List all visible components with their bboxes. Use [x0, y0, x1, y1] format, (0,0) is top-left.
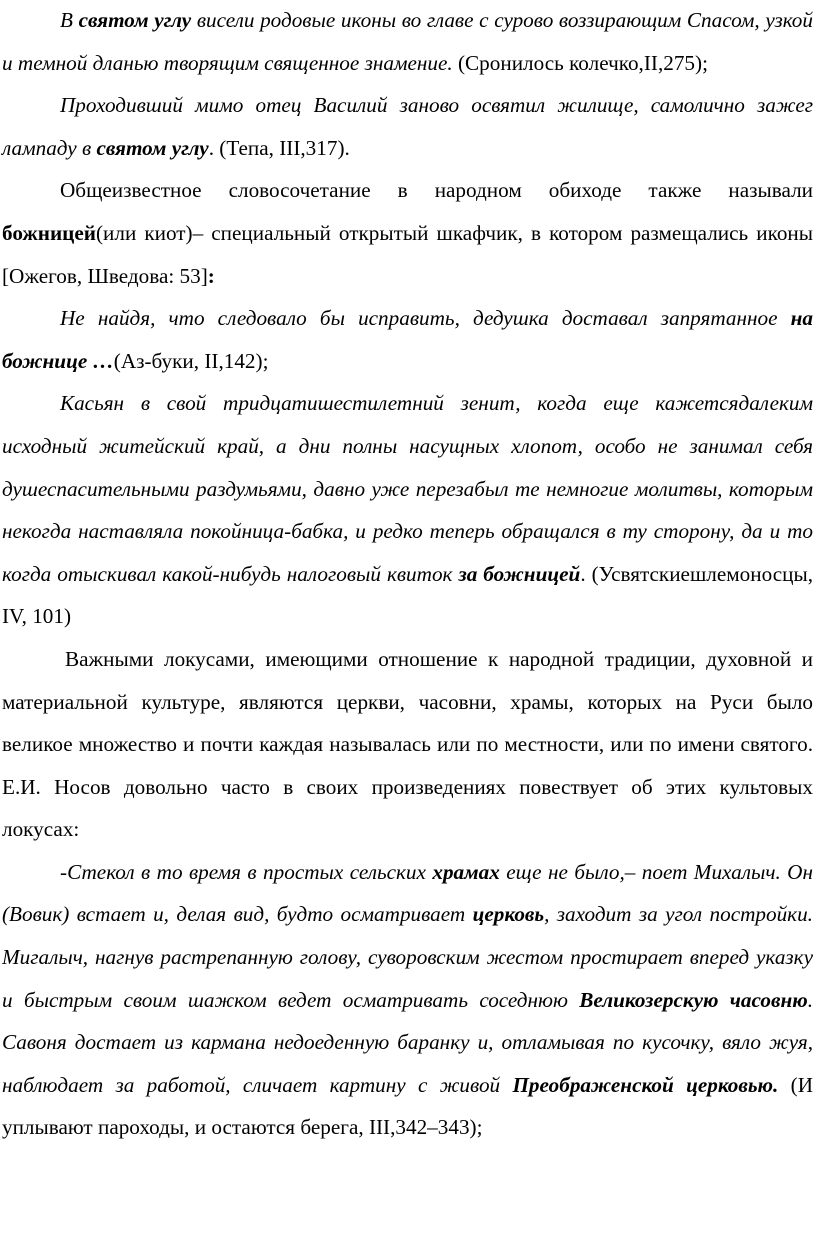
paragraph-6 — [2, 638, 813, 851]
key-term: святом углу — [78, 8, 192, 32]
key-term: Великозерскую часовню — [579, 987, 808, 1012]
text-run: Не найдя, что следовало бы исправить, дедушка доставал запрятанное — [60, 306, 791, 331]
text-run: Касьян в свой тридцатишестилетний зенит, когда еще кажетсядалеким исходный житейский край, а дни полны насущных хлопот, особо не занимал себя душеспасительными раздумьями, давно уже перезабыл те немногие молитвы, которым некогда наставляла покойница-бабка, и редко теперь обращался в ту сторону, да и то когда отыскивал какой-нибудь налоговый квиток — [2, 391, 813, 586]
key-term: Преображенской церковью. — [512, 1072, 779, 1097]
citation: (И уплывают пароходы, и остаются берега, III,342–343); — [2, 1072, 814, 1140]
key-term: храмах — [432, 859, 500, 884]
paragraph-1 — [2, 0, 813, 84]
text-run: В — [60, 8, 79, 32]
text-run: - — [60, 859, 68, 884]
text-run: еще не было,– поет Михалыч. Он (Вовик) встает и, делая вид, будто осматривает — [2, 859, 813, 927]
text-run: , заходит за угол постройки. Мигалыч, нагнув растрепанную голову, суворовским жестом простирает вперед указку и быстрым своим шажком ведет осматривать соседнюю — [2, 902, 813, 1012]
citation: . (Тепа, III,317). — [208, 135, 350, 160]
text-run: (или киот)– специальный открытый шкафчик, в котором размещались иконы [Ожегов, Шведова: 53] — [2, 220, 813, 288]
key-term: божницей — [2, 220, 96, 245]
text-run: Стекол в то время в простых сельских — [67, 859, 433, 884]
paragraph-3 — [2, 169, 813, 297]
paragraph-5 — [2, 382, 813, 638]
citation: (Аз-буки, II,142); — [113, 348, 269, 373]
text-run: Общеизвестное словосочетание в народном обиходе также называли — [60, 178, 813, 203]
paragraph-4 — [2, 297, 813, 382]
text-run: : — [207, 263, 215, 288]
key-term: на божнице … — [2, 306, 813, 373]
citation: . (Усвятскиешлемоносцы, IV, 101) — [2, 561, 813, 629]
citation: (Сронилось колечко,II,275); — [452, 50, 708, 75]
paragraph-2 — [2, 84, 813, 169]
key-term: за божницей — [458, 561, 581, 586]
text-run: . Савоня достает из кармана недоеденную баранку и, отламывая по кусочку, вяло жуя, наблюдает за работой, сличает картину с живой — [2, 987, 813, 1097]
text-run: висели родовые иконы во главе с сурово воззирающим Спасом, узкой и темной дланью творящим священное знамение. — [2, 8, 813, 75]
text-run: Проходивший мимо отец Василий заново освятил жилище, самолично зажег лампаду в — [2, 93, 813, 160]
text-run: Важными локусами, имеющими отношение к народной традиции, духовной и материальной культуре, являются церкви, часовни, храмы, которых на Руси было великое множество и почти каждая называлась или по местности, или по имени святого. Е.И. Носов довольно часто в своих произведениях повествует об этих культовых локусах: — [2, 646, 813, 842]
key-term: церковь — [472, 902, 545, 927]
paragraph-7 — [2, 851, 813, 1149]
key-term: святом углу — [96, 135, 209, 160]
